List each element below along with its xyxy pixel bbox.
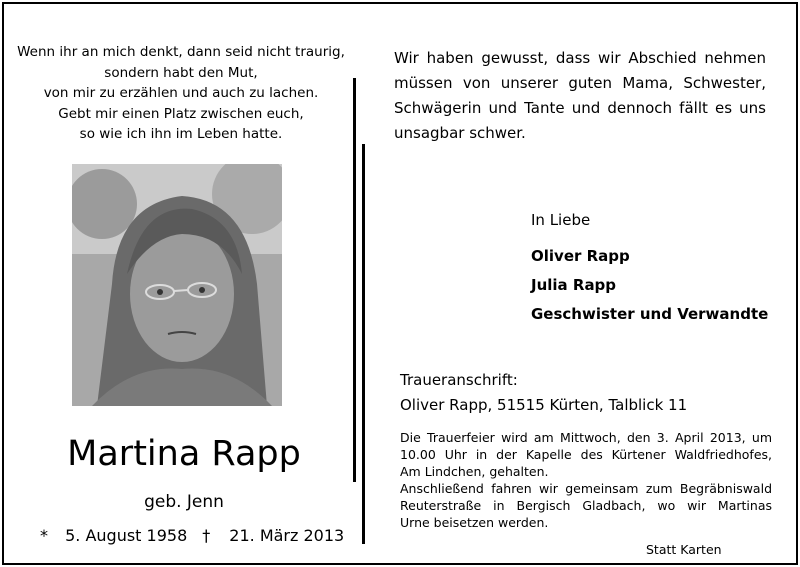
death-date: 21. März 2013	[229, 526, 345, 545]
salutation: In Liebe	[531, 211, 591, 229]
portrait-photo	[72, 164, 282, 406]
funeral-details	[400, 429, 772, 531]
poem-line: Wenn ihr an mich denkt, dann seid nicht traurig,	[17, 44, 345, 60]
divider-line-left	[353, 78, 356, 482]
address-label: Traueranschrift:	[400, 371, 518, 389]
poem-line: von mir zu erzählen und auch zu lachen.	[43, 85, 319, 101]
mourner-name: Geschwister und Verwandte	[531, 305, 769, 323]
address-value: Oliver Rapp, 51515 Kürten, Talblick 11	[400, 396, 688, 414]
death-symbol: †	[202, 526, 211, 545]
farewell-line: müssen von unserer guten Mama, Schwester,	[394, 74, 766, 92]
statt-karten-note: Statt Karten	[646, 542, 722, 557]
mourner-name: Oliver Rapp	[531, 247, 630, 265]
funeral-line: Anschließend fahren wir gemeinsam zum Begräbniswald	[400, 481, 772, 496]
divider-line-right	[362, 144, 365, 544]
funeral-line: 10.00 Uhr in der Kapelle des Kürtener Waldfriedhofes,	[400, 447, 772, 462]
poem-line: so wie ich ihn im Leben hatte.	[79, 126, 283, 142]
poem	[16, 42, 346, 145]
funeral-line: Am Lindchen, gehalten.	[400, 464, 549, 479]
farewell-line: Schwägerin und Tante und dennoch fällt es uns	[394, 99, 766, 117]
mourners-list	[531, 242, 768, 329]
farewell-line: Wir haben gewusst, dass wir Abschied nehmen	[394, 49, 766, 67]
funeral-line: Die Trauerfeier wird am Mittwoch, den 3. April 2013, um	[400, 430, 772, 445]
poem-line: sondern habt den Mut,	[104, 64, 258, 81]
portrait-illustration	[72, 164, 282, 406]
mourning-address	[400, 368, 687, 418]
maiden-name: geb. Jenn	[144, 492, 224, 512]
life-dates	[40, 526, 350, 546]
farewell-text	[394, 46, 766, 146]
deceased-name: Martina Rapp	[67, 434, 301, 474]
mourner-name: Julia Rapp	[531, 276, 617, 294]
farewell-line: unsagbar schwer.	[394, 124, 526, 142]
poem-line: Gebt mir einen Platz zwischen euch,	[58, 105, 304, 122]
funeral-line: Urne beisetzen werden.	[400, 515, 549, 530]
funeral-line: Reuterstraße in Bergisch Gladbach, wo wir Martinas	[400, 498, 772, 513]
obituary-card	[2, 2, 798, 565]
birth-symbol: *	[40, 526, 48, 545]
birth-date: 5. August 1958	[65, 526, 188, 545]
